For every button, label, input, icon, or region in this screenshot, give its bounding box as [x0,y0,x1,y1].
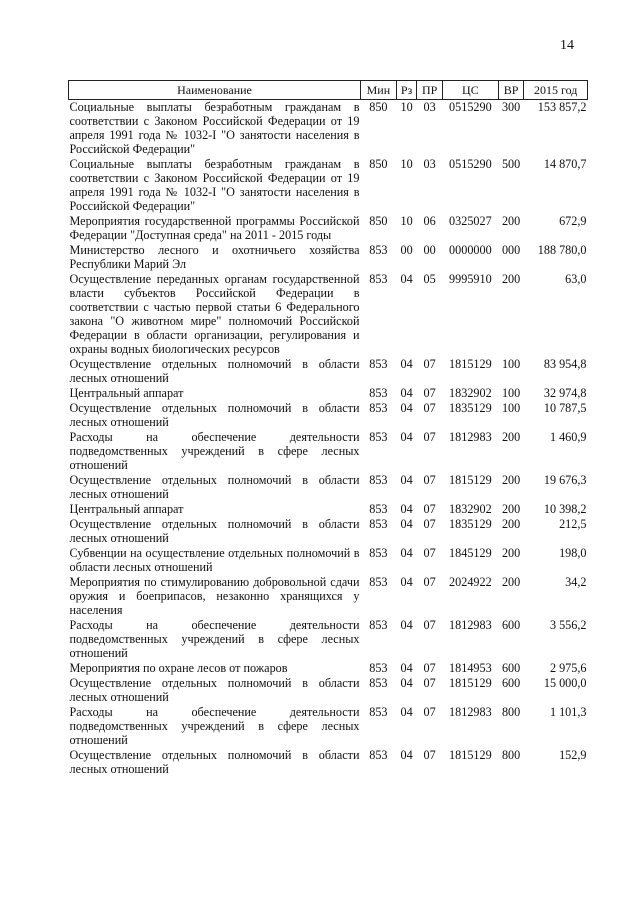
row-cs: 1815129 [449,357,492,371]
row-rz: 04 [400,357,413,371]
row-amount: 198,0 [559,546,587,560]
row-cs: 1832902 [449,386,492,400]
row-pr: 03 [423,157,436,171]
row-cs: 1814953 [449,661,492,675]
row-vr: 300 [501,100,521,114]
row-pr: 07 [423,430,436,444]
row-amount: 19 676,3 [543,473,587,487]
table-row [69,618,588,661]
row-amount: 152,9 [559,748,587,762]
row-min: 853 [369,661,388,675]
table-row [69,157,588,214]
row-vr: 500 [501,157,521,171]
row-pr: 07 [423,473,436,487]
row-min: 853 [369,676,388,690]
row-pr: 06 [423,214,436,228]
table-row [69,100,588,158]
row-cs: 1812983 [449,705,492,719]
table-row [69,272,588,357]
row-amount: 188 780,0 [537,243,587,257]
row-amount: 1 101,3 [549,705,587,719]
row-min: 853 [369,546,388,560]
row-amount: 10 398,2 [543,502,587,516]
row-amount: 3 556,2 [549,618,587,632]
row-vr: 200 [501,430,521,444]
row-min: 853 [369,272,388,286]
table-row [69,401,588,430]
row-cs: 1832902 [449,502,492,516]
row-vr: 800 [501,705,521,719]
row-vr: 100 [501,386,521,400]
row-rz: 04 [400,473,413,487]
table-row [69,430,588,473]
row-vr: 200 [501,502,521,516]
row-vr: 200 [501,272,521,286]
row-rz: 04 [400,748,413,762]
row-min: 853 [369,575,388,589]
row-amount: 83 954,8 [543,357,587,371]
row-min: 853 [369,517,388,531]
table-header [69,81,588,100]
row-vr: 200 [501,575,521,589]
table-row [69,502,588,517]
row-rz: 10 [400,157,413,171]
row-rz: 04 [400,575,413,589]
row-cs: 1815129 [449,748,492,762]
header-name: Наименование [69,81,361,100]
row-min: 853 [369,401,388,415]
row-amount: 153 857,2 [537,100,587,114]
row-cs: 0000000 [449,243,492,257]
row-amount: 14 870,7 [543,157,587,171]
row-pr: 07 [423,748,436,762]
row-amount: 1 460,9 [549,430,587,444]
row-pr: 07 [423,661,436,675]
row-pr: 07 [423,357,436,371]
row-name: Расходы на обеспечение деятельности подведомственных учреждений в сфере лесных отношений [69,430,360,472]
table-row [69,243,588,272]
row-pr: 05 [423,272,436,286]
row-vr: 000 [501,243,521,257]
row-amount: 10 787,5 [543,401,587,415]
table-row [69,705,588,748]
row-vr: 600 [501,618,521,632]
row-amount: 2 975,6 [549,661,587,675]
row-vr: 600 [501,676,521,690]
header-pr: ПР [417,81,443,100]
table-row [69,214,588,243]
row-rz: 04 [400,546,413,560]
row-name: Мероприятия государственной программы Российской Федерации "Доступная среда" на 2011 - 2015 годы [69,214,360,242]
row-amount: 672,9 [559,214,587,228]
row-rz: 04 [400,705,413,719]
row-pr: 00 [423,243,436,257]
row-name: Социальные выплаты безработным гражданам в соответствии с Законом Российской Федерации от 19 апреля 1991 года № 1032-I "О занятости населения в Российской Федерации" [69,100,360,156]
table-body [69,100,588,778]
row-amount: 32 974,8 [543,386,587,400]
header-year: 2015 год [524,81,588,100]
row-rz: 04 [400,272,413,286]
row-pr: 07 [423,546,436,560]
row-pr: 07 [423,575,436,589]
table-row [69,473,588,502]
row-rz: 04 [400,661,413,675]
row-name: Осуществление переданных органам государственной власти субъектов Российской Федерации в соответствии с частью первой статьи 6 Федерального закона "О животном мире" полномочий Российской Федерации в области организации, регулирования и охраны водных биологических ресурсов [69,272,360,356]
row-pr: 07 [423,676,436,690]
row-pr: 07 [423,401,436,415]
row-cs: 1812983 [449,430,492,444]
table-row [69,517,588,546]
row-min: 853 [369,473,388,487]
row-name: Осуществление отдельных полномочий в области лесных отношений [69,517,360,545]
row-pr: 03 [423,100,436,114]
row-name: Мероприятия по охране лесов от пожаров [69,661,288,675]
row-vr: 200 [501,214,521,228]
header-min: Мин [361,81,397,100]
row-min: 853 [369,618,388,632]
row-name: Мероприятия по стимулированию добровольной сдачи оружия и боеприпасов, незаконно хранящихся у населения [69,575,360,617]
row-name: Центральный аппарат [69,386,184,400]
header-cs: ЦС [442,81,498,100]
row-rz: 04 [400,676,413,690]
row-rz: 04 [400,618,413,632]
row-name: Осуществление отдельных полномочий в области лесных отношений [69,401,360,429]
row-cs: 1845129 [449,546,492,560]
header-rz: Рз [396,81,417,100]
row-cs: 1835129 [449,401,492,415]
row-min: 850 [369,100,388,114]
row-vr: 600 [501,661,521,675]
row-amount: 15 000,0 [543,676,587,690]
row-name: Министерство лесного и охотничьего хозяйства Республики Марий Эл [69,243,360,271]
row-cs: 1812983 [449,618,492,632]
row-cs: 0515290 [449,157,492,171]
row-min: 853 [369,748,388,762]
row-min: 853 [369,243,388,257]
budget-table [68,80,588,777]
row-name: Расходы на обеспечение деятельности подведомственных учреждений в сфере лесных отношений [69,618,360,660]
table-row [69,575,588,618]
row-pr: 07 [423,386,436,400]
row-name: Центральный аппарат [69,502,184,516]
row-vr: 800 [501,748,521,762]
row-amount: 63,0 [565,272,587,286]
row-pr: 07 [423,517,436,531]
table-row [69,676,588,705]
row-vr: 100 [501,357,521,371]
page-number: 14 [560,38,574,53]
row-rz: 04 [400,386,413,400]
row-name: Субвенции на осуществление отдельных полномочий в области лесных отношений [69,546,360,574]
row-vr: 200 [501,517,521,531]
row-pr: 07 [423,618,436,632]
row-name: Социальные выплаты безработным гражданам в соответствии с Законом Российской Федерации от 19 апреля 1991 года № 1032-I "О занятости населения в Российской Федерации" [69,157,360,213]
row-name: Осуществление отдельных полномочий в области лесных отношений [69,748,360,776]
row-min: 853 [369,502,388,516]
row-min: 853 [369,705,388,719]
row-rz: 00 [400,243,413,257]
row-cs: 1815129 [449,473,492,487]
row-cs: 0325027 [449,214,492,228]
row-min: 850 [369,214,388,228]
header-row [69,81,588,100]
row-name: Осуществление отдельных полномочий в области лесных отношений [69,676,360,704]
table-row [69,386,588,401]
table-row [69,748,588,777]
row-cs: 2024922 [449,575,492,589]
row-cs: 1815129 [449,676,492,690]
row-name: Осуществление отдельных полномочий в области лесных отношений [69,357,360,385]
row-rz: 04 [400,430,413,444]
table-row [69,357,588,386]
row-rz: 10 [400,100,413,114]
row-cs: 9995910 [449,272,492,286]
row-cs: 1835129 [449,517,492,531]
row-min: 853 [369,357,388,371]
row-min: 850 [369,157,388,171]
row-rz: 04 [400,502,413,516]
row-vr: 100 [501,401,521,415]
row-pr: 07 [423,705,436,719]
row-name: Расходы на обеспечение деятельности подведомственных учреждений в сфере лесных отношений [69,705,360,747]
row-min: 853 [369,386,388,400]
row-min: 853 [369,430,388,444]
row-name: Осуществление отдельных полномочий в области лесных отношений [69,473,360,501]
row-amount: 34,2 [565,575,587,589]
header-vr: ВР [498,81,523,100]
row-rz: 04 [400,517,413,531]
table-row [69,546,588,575]
row-rz: 04 [400,401,413,415]
row-cs: 0515290 [449,100,492,114]
row-vr: 200 [501,546,521,560]
table-row [69,661,588,676]
row-amount: 212,5 [559,517,587,531]
row-vr: 200 [501,473,521,487]
row-rz: 10 [400,214,413,228]
row-pr: 07 [423,502,436,516]
